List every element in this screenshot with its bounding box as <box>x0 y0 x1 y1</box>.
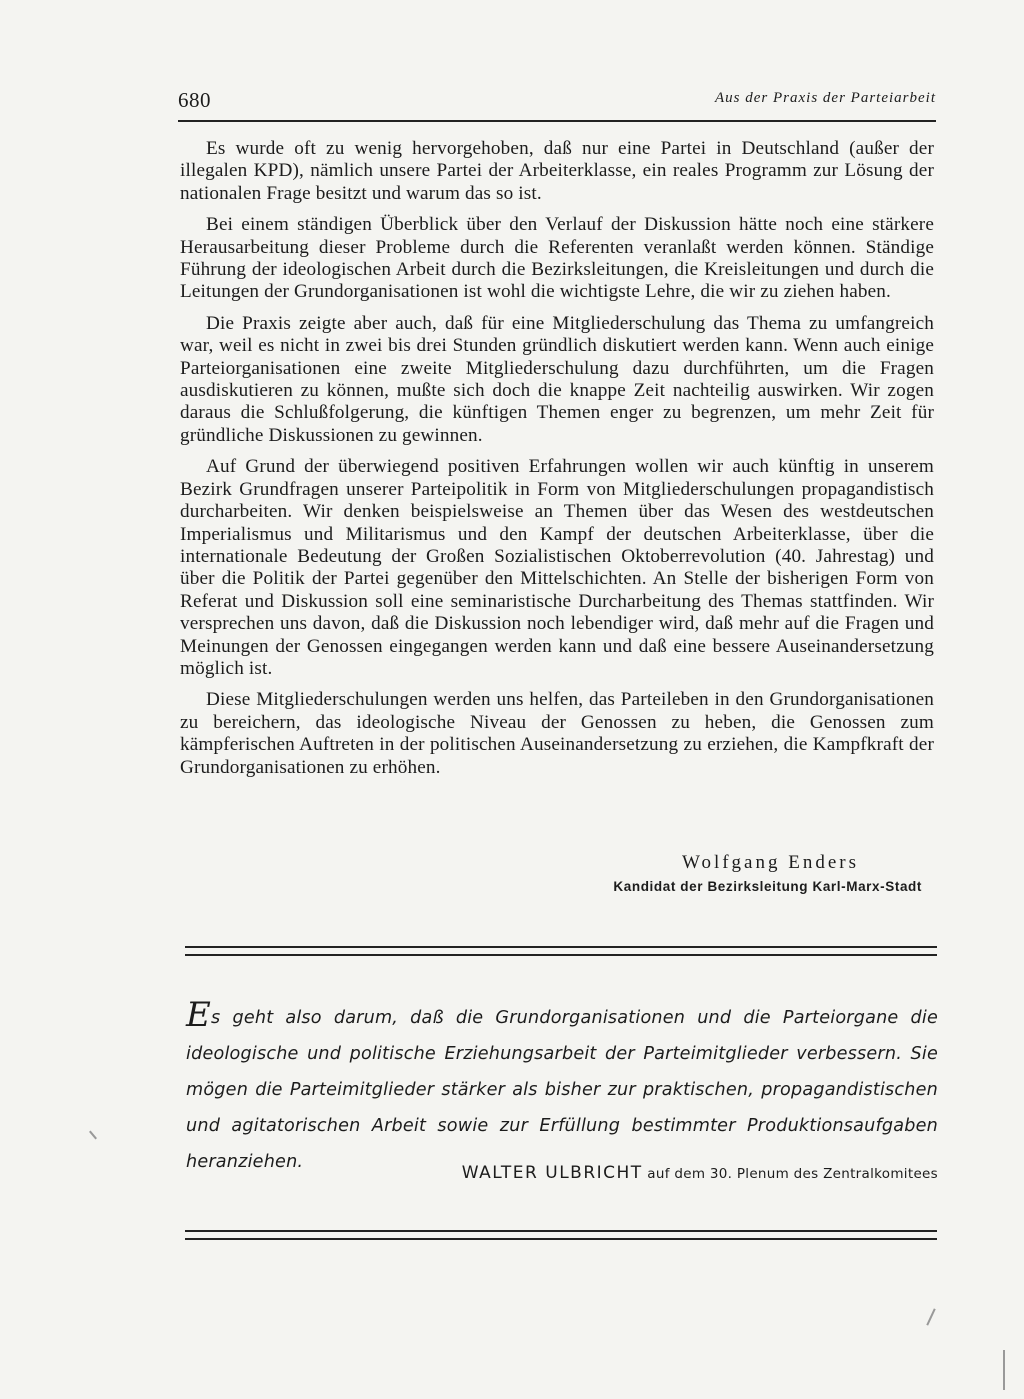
paragraph-5: Diese Mitgliederschulungen werden uns helfen, das Parteileben in den Grundorganisationen zu bereichern, das ideologische Niveau der Genossen zu heben, die Genossen zum kämpferischen Auftreten in der politischen Auseinandersetzung zu erziehen, die Kampfkraft der Grundorganisationen zu erhöhen. <box>180 689 934 778</box>
author-signature <box>180 852 934 902</box>
paragraph-1: Es wurde oft zu wenig hervorgehoben, daß nur eine Partei in Deutschland (außer der illegalen KPD), nämlich unsere Partei der Arbeiterklasse, ein reales Programm zur Lösung der nationalen Frage besitzt und warum das so ist. <box>180 138 934 204</box>
quote-block <box>186 995 938 1180</box>
paragraph-4: Auf Grund der überwiegend positiven Erfahrungen wollen wir auch künftig in unserem Bezirk Grundfragen unserer Parteipolitik in Form von Mitgliederschulungen propagandistisch durcharbeiten. Wir denken beispielsweise an Themen über das Wesen des westdeutschen Imperialismus und Militarismus und den Kampf der deutschen Arbeiterklasse, über die internationale Bedeutung der Großen Sozialistischen Oktoberrevolution (40. Jahrestag) und über die Politik der Partei gegenüber den Mittelschichten. An Stelle der bisherigen Form von Referat und Diskussion soll eine seminaristische Durcharbeitung des Themas stattfinden. Wir versprechen uns davon, daß die Diskussion noch lebendiger wird, daß mehr auf die Fragen und Meinungen der Genossen eingegangen werden kann und daß eine bessere Auseinandersetzung möglich ist. <box>180 456 934 679</box>
author-role: Kandidat der Bezirksleitung Karl-Marx-Stadt <box>613 879 922 894</box>
paragraph-3: Die Praxis zeigte aber auch, daß für eine Mitgliederschulung das Thema zu umfangreich war, weil es nicht in zwei bis drei Stunden gründlich diskutiert werden kann. Wenn auch einige Parteiorganisationen eine zweite Mitgliederschulung dazu durchführten, um die Fragen ausdiskutieren zu können, mußte sich doch die knappe Zeit nachteilig auswirken. Wir zogen daraus die Schlußfolgerung, die künftigen Themen enger zu begrenzen, um mehr Zeit für gründliche Diskussionen zu gewinnen. <box>180 312 934 446</box>
quote-text: s geht also darum, daß die Grundorganisationen und die Parteiorgane die ideologische und politische Erziehungsarbeit der Parteimitglieder verbessern. Sie mögen die Parteimitglieder stärker als bisher zur praktischen, propagandistischen und agitatorischen Arbeit sowie zur Erfüllung bestimmter Produktionsaufgaben heranziehen. <box>186 1008 938 1172</box>
author-name: Wolfgang Enders <box>682 852 859 873</box>
scan-artifact-mark <box>89 1131 97 1140</box>
scan-artifact-mark <box>1003 1350 1005 1390</box>
quote-initial: E <box>186 995 212 1035</box>
quote-author: WALTER ULBRICHT <box>461 1163 643 1183</box>
quote-attribution <box>462 1163 938 1183</box>
running-head <box>178 86 936 122</box>
section-title: Aus der Praxis der Parteiarbeit <box>715 90 936 106</box>
double-rule-bottom <box>185 1230 937 1240</box>
double-rule-top <box>185 946 937 956</box>
article-body <box>180 138 934 788</box>
scan-artifact-mark <box>926 1308 935 1325</box>
paragraph-2: Bei einem ständigen Überblick über den Verlauf der Diskussion hätte noch eine stärkere Herausarbeitung dieser Probleme durch die Referenten veranlaßt werden können. Ständige Führung der ideologischen Arbeit durch die Bezirksleitungen, die Kreisleitungen und durch die Leitungen der Grundorganisationen ist wohl die wichtigste Lehre, die wir zu ziehen haben. <box>180 214 934 303</box>
page-number: 680 <box>178 88 211 112</box>
quote-source: auf dem 30. Plenum des Zentralkomitees <box>647 1166 938 1182</box>
